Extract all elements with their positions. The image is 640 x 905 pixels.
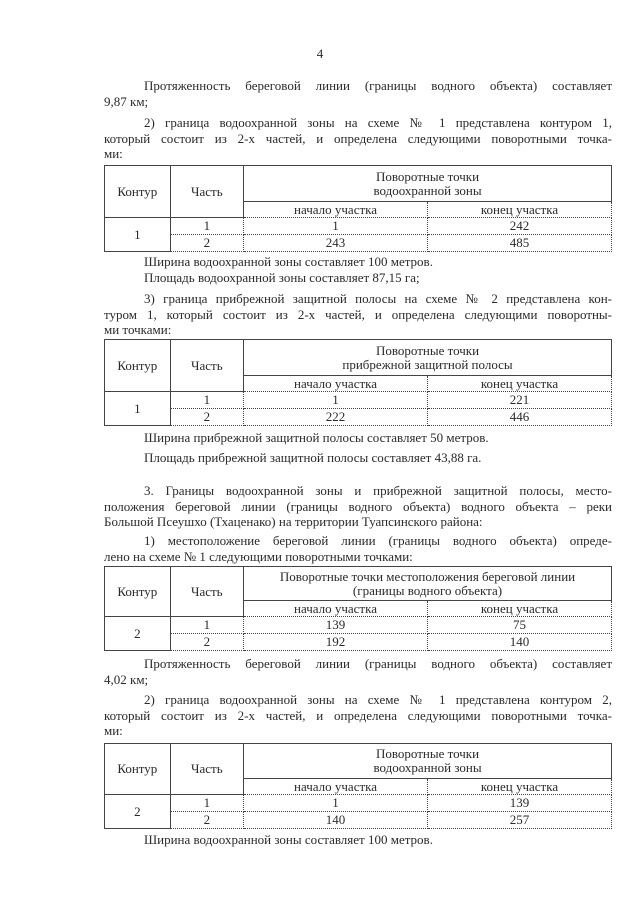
cell-part: 1 [170, 795, 243, 812]
cell-end: 75 [427, 617, 611, 634]
header-part: Часть [170, 166, 243, 218]
cell-contour: 1 [105, 218, 171, 252]
cell-part: 2 [170, 409, 243, 426]
cell-start: 192 [244, 634, 428, 651]
header-part: Часть [170, 567, 243, 617]
cell-part: 2 [170, 812, 243, 829]
header-turning-points: Поворотные точки прибрежной защитной полосы [244, 340, 612, 376]
cell-end: 139 [428, 795, 612, 812]
paragraph-protective-strip-width-area: Ширина прибрежной защитной полосы составляет 50 метров. Площадь прибрежной защитной полосы составляет 43,88 га. [144, 430, 489, 465]
cell-end: 257 [428, 812, 612, 829]
paragraph-protective-strip: 3) граница прибрежной защитной полосы на схеме № 2 представлена кон- туром 1, который состоит из 2-х частей, и определена следующими поворотны- ми точками: [104, 291, 612, 337]
header-end: конец участка [428, 376, 612, 392]
paragraph-shoreline-length-1: Протяженность береговой линии (границы водного объекта) составляет 9,87 км; [104, 78, 612, 109]
header-part: Часть [170, 340, 243, 392]
cell-contour: 1 [105, 392, 171, 426]
cell-start: 222 [244, 409, 428, 426]
paragraph-shoreline-location: 1) местоположение береговой линии (границы водного объекта) опреде- лено на схеме № 1 следующими поворотными точками: [104, 533, 612, 564]
cell-start: 243 [244, 235, 428, 252]
cell-start: 140 [244, 812, 428, 829]
cell-start: 139 [244, 617, 428, 634]
header-contour: Контур [105, 340, 171, 392]
paragraph-water-zone-2: 2) граница водоохранной зоны на схеме № 1 представлена контуром 2, который состоит из 2-х частей, и определена следующими поворотными точка- ми: [104, 692, 612, 738]
cell-part: 1 [170, 392, 243, 409]
header-turning-points: Поворотные точки водоохранной зоны [244, 744, 612, 779]
header-contour: Контур [105, 744, 171, 795]
table-water-zone-1 [104, 165, 612, 252]
cell-contour: 2 [105, 617, 171, 651]
cell-part: 2 [170, 235, 243, 252]
cell-contour: 2 [105, 795, 171, 829]
cell-end: 140 [427, 634, 611, 651]
cell-part: 1 [170, 218, 243, 235]
cell-start: 1 [244, 218, 428, 235]
header-start: начало участка [244, 601, 428, 617]
table-water-zone-2 [104, 743, 612, 829]
header-start: начало участка [244, 202, 428, 218]
header-start: начало участка [244, 779, 428, 795]
header-turning-points: Поворотные точки местоположения береговой линии (границы водного объекта) [244, 567, 612, 601]
table-protective-strip [104, 339, 612, 426]
header-end: конец участка [428, 202, 612, 218]
paragraph-water-zone-width-2: Ширина водоохранной зоны составляет 100 метров. [144, 832, 433, 847]
header-part: Часть [170, 744, 243, 795]
header-contour: Контур [105, 166, 171, 218]
paragraph-water-zone-1: 2) граница водоохранной зоны на схеме № 1 представлена контуром 1, который состоит из 2-х частей, и определена следующими поворотными точка- ми: [104, 115, 612, 161]
header-turning-points: Поворотные точки водоохранной зоны [244, 166, 612, 202]
cell-end: 485 [428, 235, 612, 252]
cell-end: 221 [428, 392, 612, 409]
table-shoreline [104, 566, 612, 651]
header-end: конец участка [428, 779, 612, 795]
cell-start: 1 [244, 392, 428, 409]
header-contour: Контур [105, 567, 171, 617]
page-number: 4 [316, 46, 324, 61]
cell-end: 446 [428, 409, 612, 426]
paragraph-shoreline-length-2: Протяженность береговой линии (границы водного объекта) составляет 4,02 км; [104, 656, 612, 687]
paragraph-water-zone-width-area: Ширина водоохранной зоны составляет 100 метров. Площадь водоохранной зоны составляет 87,15 га; [144, 254, 433, 285]
cell-start: 1 [244, 795, 428, 812]
section-3-heading: 3. Границы водоохранной зоны и прибрежной защитной полосы, место- положения береговой линии (границы водного объекта) водного объекта – реки Большой Псеушхо (Тхаценако) на территории Туапсинского района: [104, 483, 612, 529]
header-start: начало участка [244, 376, 428, 392]
header-end: конец участка [427, 601, 611, 617]
cell-end: 242 [428, 218, 612, 235]
cell-part: 1 [170, 617, 243, 634]
cell-part: 2 [170, 634, 243, 651]
